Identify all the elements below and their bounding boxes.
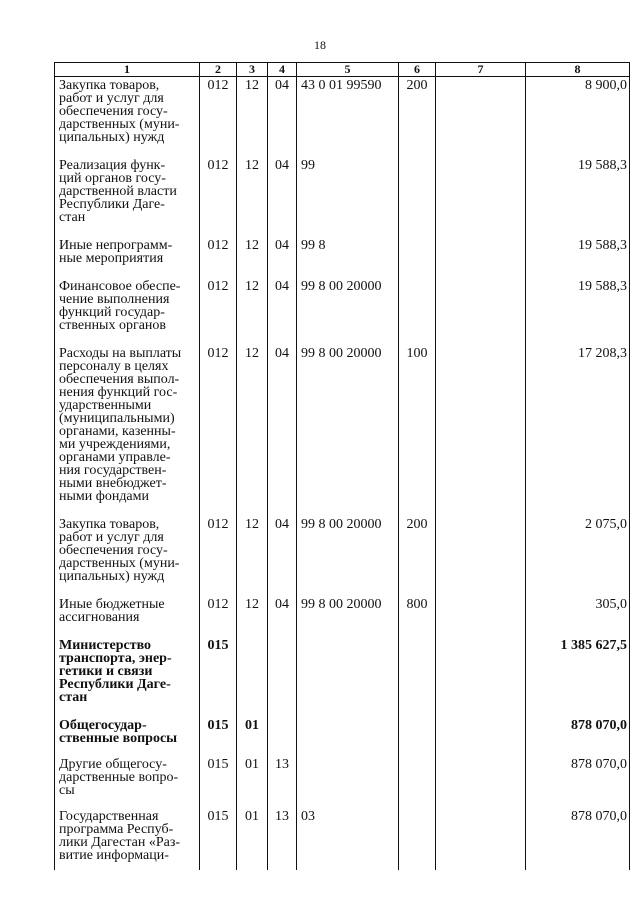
table-row	[55, 596, 630, 637]
code-rz: 01	[237, 717, 268, 756]
column-7	[436, 345, 526, 516]
column-7	[436, 516, 526, 596]
table-row	[55, 717, 630, 756]
code-csr: 03	[297, 808, 399, 870]
code-ved: 015	[200, 717, 237, 756]
amount: 19 588,3	[526, 157, 630, 237]
code-pr: 04	[268, 345, 297, 516]
row-name-line: Расходы на выплаты	[59, 346, 182, 361]
amount: 19 588,3	[526, 237, 630, 278]
row-name-line: работ и услуг для	[59, 530, 164, 545]
code-pr: 04	[268, 157, 297, 237]
row-name-line: функций государ-	[59, 305, 165, 320]
row-name-line: ципальных) нужд	[59, 130, 165, 145]
code-rz: 12	[237, 345, 268, 516]
column-header-3: 3	[237, 63, 268, 77]
row-name-line: гетики и связи	[59, 664, 153, 679]
row-name-line: ций органов госу-	[59, 171, 166, 186]
column-7	[436, 717, 526, 756]
row-name-line: Республики Даге-	[59, 197, 165, 212]
row-name-line: витие информаци-	[59, 848, 169, 863]
row-name-line: дарственные вопро-	[59, 770, 179, 785]
row-name-line: сы	[59, 783, 75, 798]
code-csr: 99 8 00 20000	[297, 596, 399, 637]
code-csr: 99	[297, 157, 399, 237]
row-name	[55, 157, 200, 237]
code-pr: 04	[268, 516, 297, 596]
code-csr	[297, 717, 399, 756]
amount: 305,0	[526, 596, 630, 637]
column-header-6: 6	[399, 63, 436, 77]
row-name-line: ственных органов	[59, 318, 167, 333]
column-7	[436, 77, 526, 158]
code-ved: 012	[200, 77, 237, 158]
column-7	[436, 637, 526, 717]
code-pr: 04	[268, 278, 297, 345]
row-name-line: транспорта, энер-	[59, 651, 172, 666]
row-name-line: ми учреждениями,	[59, 437, 171, 452]
table-body	[55, 77, 630, 871]
page-number: 18	[314, 38, 326, 52]
code-ved: 012	[200, 278, 237, 345]
row-name-line: ные мероприятия	[59, 251, 164, 266]
table-row	[55, 237, 630, 278]
amount: 878 070,0	[526, 717, 630, 756]
code-rz: 12	[237, 237, 268, 278]
table-row	[55, 278, 630, 345]
column-header-2: 2	[200, 63, 237, 77]
amount: 878 070,0	[526, 756, 630, 808]
amount: 8 900,0	[526, 77, 630, 158]
row-name-line: ния государствен-	[59, 463, 167, 478]
row-name-line: программа Респуб-	[59, 822, 174, 837]
row-name-line: ударственными	[59, 398, 152, 413]
row-name-line: обеспечения госу-	[59, 104, 168, 119]
row-name-line: Республики Даге-	[59, 677, 171, 692]
column-header-8: 8	[526, 63, 630, 77]
code-ved: 012	[200, 596, 237, 637]
code-vr	[399, 157, 436, 237]
row-name-line: стан	[59, 690, 88, 705]
row-name-line: Закупка товаров,	[59, 78, 160, 93]
row-name-line: (муниципальными)	[59, 411, 175, 426]
code-csr: 99 8 00 20000	[297, 345, 399, 516]
table-row	[55, 77, 630, 158]
code-vr	[399, 756, 436, 808]
code-rz	[237, 637, 268, 717]
row-name-line: лики Дагестан «Раз-	[59, 835, 181, 850]
code-rz: 12	[237, 278, 268, 345]
code-rz: 01	[237, 808, 268, 870]
row-name	[55, 278, 200, 345]
code-vr	[399, 278, 436, 345]
row-name-line: Министерство	[59, 638, 152, 653]
row-name	[55, 808, 200, 870]
table-row	[55, 756, 630, 808]
row-name-line: персоналу в целях	[59, 359, 169, 374]
row-name	[55, 756, 200, 808]
row-name-line: Финансовое обеспе-	[59, 279, 181, 294]
row-name-line: органами, казенны-	[59, 424, 176, 439]
code-vr: 800	[399, 596, 436, 637]
column-7	[436, 596, 526, 637]
code-rz: 12	[237, 516, 268, 596]
code-csr: 99 8	[297, 237, 399, 278]
code-rz: 12	[237, 596, 268, 637]
row-name-line: дарственной власти	[59, 184, 177, 199]
row-name-line: дарственных (муни-	[59, 556, 180, 571]
row-name-line: ципальных) нужд	[59, 569, 165, 584]
row-name-line: ственные вопросы	[59, 731, 178, 746]
row-name-line: ными внебюджет-	[59, 476, 167, 491]
column-7	[436, 237, 526, 278]
row-name-line: чение выполнения	[59, 292, 170, 307]
code-ved: 015	[200, 808, 237, 870]
row-name-line: дарственных (муни-	[59, 117, 180, 132]
code-ved: 012	[200, 157, 237, 237]
column-7	[436, 278, 526, 345]
amount: 17 208,3	[526, 345, 630, 516]
row-name-line: стан	[59, 210, 86, 225]
code-ved: 012	[200, 345, 237, 516]
code-csr: 99 8 00 20000	[297, 516, 399, 596]
row-name-line: Закупка товаров,	[59, 517, 160, 532]
column-header-4: 4	[268, 63, 297, 77]
code-csr: 43 0 01 99590	[297, 77, 399, 158]
code-vr	[399, 717, 436, 756]
code-ved: 015	[200, 637, 237, 717]
row-name-line: Реализация функ-	[59, 158, 166, 173]
row-name-line: Иные непрограмм-	[59, 238, 173, 253]
code-rz: 12	[237, 157, 268, 237]
column-header-1: 1	[55, 63, 200, 77]
code-pr	[268, 637, 297, 717]
code-rz: 01	[237, 756, 268, 808]
code-vr	[399, 237, 436, 278]
row-name-line: ассигнования	[59, 610, 140, 625]
row-name-line: обеспечения выпол-	[59, 372, 180, 387]
row-name-line: нения функций гос-	[59, 385, 178, 400]
row-name	[55, 596, 200, 637]
amount: 2 075,0	[526, 516, 630, 596]
code-vr	[399, 637, 436, 717]
budget-table	[54, 62, 630, 870]
amount: 19 588,3	[526, 278, 630, 345]
row-name-line: Общегосудар-	[59, 718, 147, 733]
code-rz: 12	[237, 77, 268, 158]
row-name	[55, 237, 200, 278]
table-row	[55, 157, 630, 237]
code-csr	[297, 756, 399, 808]
table-row	[55, 637, 630, 717]
row-name-line: работ и услуг для	[59, 91, 164, 106]
row-name	[55, 637, 200, 717]
column-header-5: 5	[297, 63, 399, 77]
row-name-line: Иные бюджетные	[59, 597, 165, 612]
row-name-line: Другие общегосу-	[59, 757, 167, 772]
code-ved: 012	[200, 237, 237, 278]
column-7	[436, 157, 526, 237]
row-name-line: обеспечения госу-	[59, 543, 168, 558]
row-name-line: ными фондами	[59, 489, 150, 504]
amount: 1 385 627,5	[526, 637, 630, 717]
code-pr: 13	[268, 808, 297, 870]
row-name	[55, 717, 200, 756]
table-row	[55, 808, 630, 870]
code-ved: 015	[200, 756, 237, 808]
column-7	[436, 756, 526, 808]
code-pr	[268, 717, 297, 756]
code-pr: 04	[268, 77, 297, 158]
code-vr: 200	[399, 77, 436, 158]
code-pr: 04	[268, 237, 297, 278]
code-csr	[297, 637, 399, 717]
code-vr: 200	[399, 516, 436, 596]
code-csr: 99 8 00 20000	[297, 278, 399, 345]
code-vr: 100	[399, 345, 436, 516]
code-ved: 012	[200, 516, 237, 596]
code-pr: 13	[268, 756, 297, 808]
row-name	[55, 345, 200, 516]
column-7	[436, 808, 526, 870]
row-name-line: Государственная	[59, 809, 159, 824]
column-header-7: 7	[436, 63, 526, 77]
table-row	[55, 516, 630, 596]
header-row	[55, 63, 630, 77]
row-name-line: органами управле-	[59, 450, 171, 465]
table-row	[55, 345, 630, 516]
row-name	[55, 77, 200, 158]
amount: 878 070,0	[526, 808, 630, 870]
row-name	[55, 516, 200, 596]
code-vr	[399, 808, 436, 870]
code-pr: 04	[268, 596, 297, 637]
